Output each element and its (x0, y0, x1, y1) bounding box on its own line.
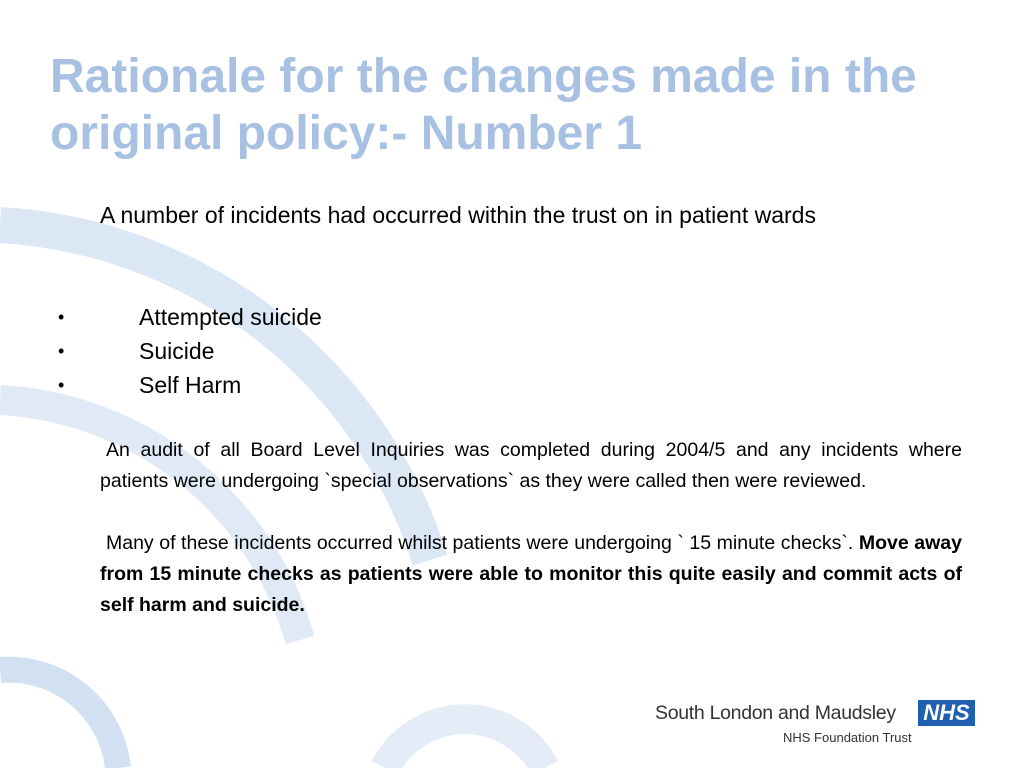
logo-organisation-name: South London and Maudsley (655, 702, 896, 724)
checks-paragraph-emphasis: Move away from 15 minute checks as patients were able to monitor this quite easily and commit acts of self harm and suicide. (100, 532, 962, 616)
list-item-label: Self Harm (139, 372, 242, 398)
nhs-badge: NHS (918, 700, 975, 726)
logo-subtitle: NHS Foundation Trust (783, 730, 912, 745)
trust-logo (655, 700, 980, 748)
intro-text: A number of incidents had occurred within the trust on in patient wards (100, 202, 816, 228)
slide-title: Rationale for the changes made in the original policy:- Number 1 (50, 50, 917, 160)
bottom-arc (385, 719, 545, 768)
list-item-label: Attempted suicide (139, 304, 322, 330)
bullet-icon: • (58, 307, 65, 327)
list-item-label: Suicide (139, 338, 215, 364)
small-arc (0, 670, 118, 768)
checks-paragraph-text: Many of these incidents occurred whilst patients were undergoing ` 15 minute checks`. (106, 532, 859, 554)
audit-paragraph: An audit of all Board Level Inquiries was completed during 2004/5 and any incidents where patients were undergoing `special observations` as they were called then were reviewed. (100, 439, 962, 492)
checks-paragraph (100, 528, 962, 621)
bullet-icon: • (58, 375, 65, 395)
bullet-icon: • (58, 341, 65, 361)
